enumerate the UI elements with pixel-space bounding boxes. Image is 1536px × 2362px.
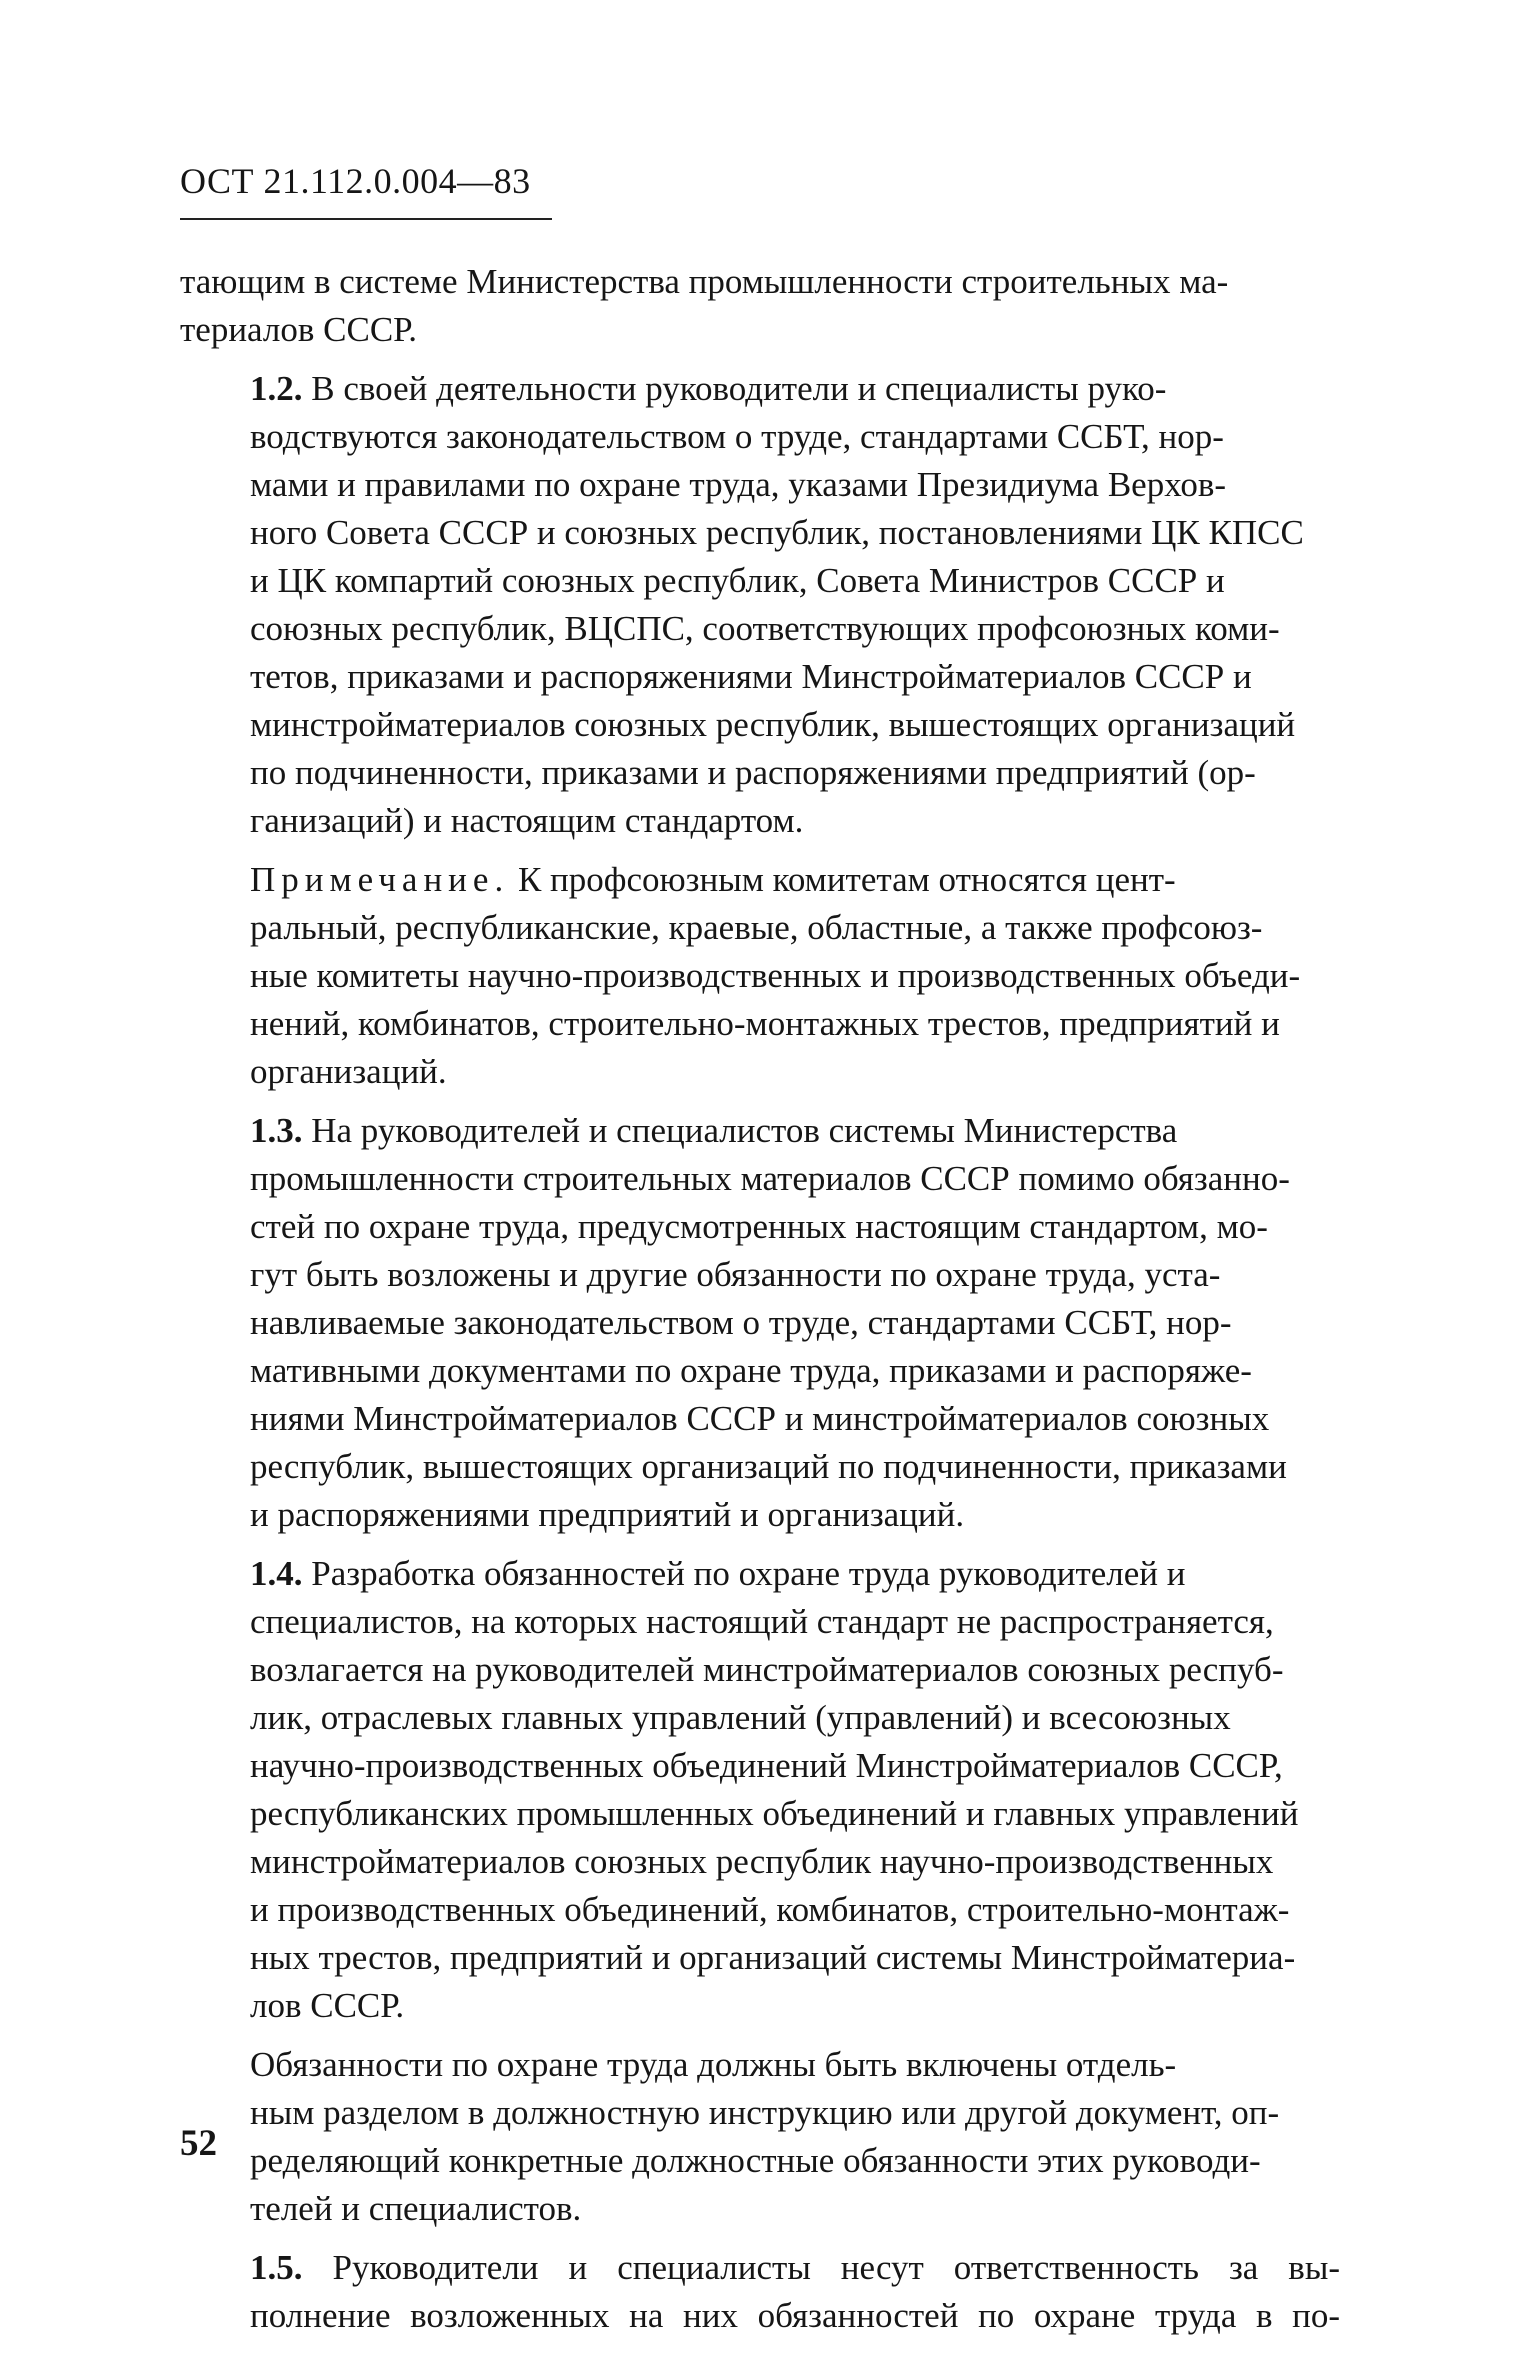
text-fragment: К профсоюзным комитетам относятся цент- [517,860,1176,899]
body-text [180,258,1340,2351]
text-line: по подчиненности, приказами и распоряжениями предприятий (ор- [250,753,1256,792]
page-number: 52 [180,2123,217,2164]
text-line: научно-производственных объединений Минстройматериалов СССР, [250,1746,1283,1785]
text-line [180,365,1340,413]
text-fragment: В своей деятельности руководители и специалисты руко- [311,369,1167,408]
paragraph-duties [180,2041,1340,2233]
text-line: телей и специалистов. [250,2189,582,2228]
text-fragment: На руководителей и специалистов системы Министерства [311,1111,1178,1150]
text-line: союзных республик, ВЦСПС, соответствующих профсоюзных коми- [250,609,1280,648]
paragraph-1-4 [180,1550,1340,2030]
text-line: ные комитеты научно-производственных и производственных объеди- [250,956,1301,995]
paragraph-1-5 [180,2244,1340,2340]
text-line: териалов СССР. [180,310,418,349]
text-line: возлагается на руководителей минстройматериалов союзных респуб- [250,1650,1284,1689]
text-line: республик, вышестоящих организаций по подчиненности, приказами [250,1447,1287,1486]
header-rule [180,218,552,220]
text-line: лов СССР. [250,1986,405,2025]
text-fragment: Разработка обязанностей по охране труда руководителей и [311,1554,1186,1593]
text-line: мами и правилами по охране труда, указами Президиума Верхов- [250,465,1227,504]
text-line: полнение возложенных на них обязанностей по охране труда в по- [250,2296,1340,2335]
text-line: ниями Минстройматериалов СССР и минстройматериалов союзных [250,1399,1270,1438]
text-line: и производственных объединений, комбинатов, строительно-монтаж- [250,1890,1290,1929]
text-line: специалистов, на которых настоящий стандарт не распространяется, [250,1602,1274,1641]
text-line: гут быть возложены и другие обязанности по охране труда, уста- [250,1255,1221,1294]
clause-number: 1.3. [250,1111,303,1150]
text-line: минстройматериалов союзных республик, вышестоящих организаций [250,705,1296,744]
text-line: республиканских промышленных объединений и главных управлений [250,1794,1299,1833]
text-line: водствуются законодательством о труде, стандартами ССБТ, нор- [250,417,1224,456]
text-line: стей по охране труда, предусмотренных настоящим стандартом, мо- [250,1207,1268,1246]
text-line: ным разделом в должностную инструкцию или другой документ, оп- [250,2093,1280,2132]
text-line: ного Совета СССР и союзных республик, постановлениями ЦК КПСС [250,513,1304,552]
document-header: ОСТ 21.112.0.004—83 [180,161,531,201]
text-fragment: Руководители и специалисты несут ответственность за вы- [332,2248,1341,2287]
text-line: лик, отраслевых главных управлений (управлений) и всесоюзных [250,1698,1231,1737]
text-line: тетов, приказами и распоряжениями Минстройматериалов СССР и [250,657,1252,696]
text-line: организаций. [250,1052,447,1091]
text-line [180,1550,1340,1598]
text-line: Обязанности по охране труда должны быть включены отдель- [250,2045,1177,2084]
clause-number: 1.2. [250,369,303,408]
paragraph-1-3 [180,1107,1340,1539]
text-line: промышленности строительных материалов СССР помимо обязанно- [250,1159,1290,1198]
text-line: тающим в системе Министерства промышленности строительных ма- [180,262,1229,301]
note-label: Примечание. [250,860,510,899]
text-line: ных трестов, предприятий и организаций системы Минстройматериа- [250,1938,1296,1977]
text-line: ральный, республиканские, краевые, областные, а также профсоюз- [250,908,1263,947]
note-paragraph [180,856,1340,1096]
paragraph-continuation [180,258,1340,354]
text-line: нений, комбинатов, строительно-монтажных трестов, предприятий и [250,1004,1280,1043]
clause-number: 1.4. [250,1554,303,1593]
paragraph-1-2 [180,365,1340,845]
clause-number: 1.5. [250,2248,303,2287]
text-line [180,856,1340,904]
text-line: мативными документами по охране труда, приказами и распоряже- [250,1351,1252,1390]
text-line: ганизаций) и настоящим стандартом. [250,801,804,840]
text-line: ределяющий конкретные должностные обязанности этих руководи- [250,2141,1261,2180]
text-line: навливаемые законодательством о труде, стандартами ССБТ, нор- [250,1303,1232,1342]
text-line [180,2244,1340,2292]
text-line [180,1107,1340,1155]
text-line: и распоряжениями предприятий и организаций. [250,1495,965,1534]
text-line: и ЦК компартий союзных республик, Совета Министров СССР и [250,561,1225,600]
text-line: минстройматериалов союзных республик научно-производственных [250,1842,1274,1881]
